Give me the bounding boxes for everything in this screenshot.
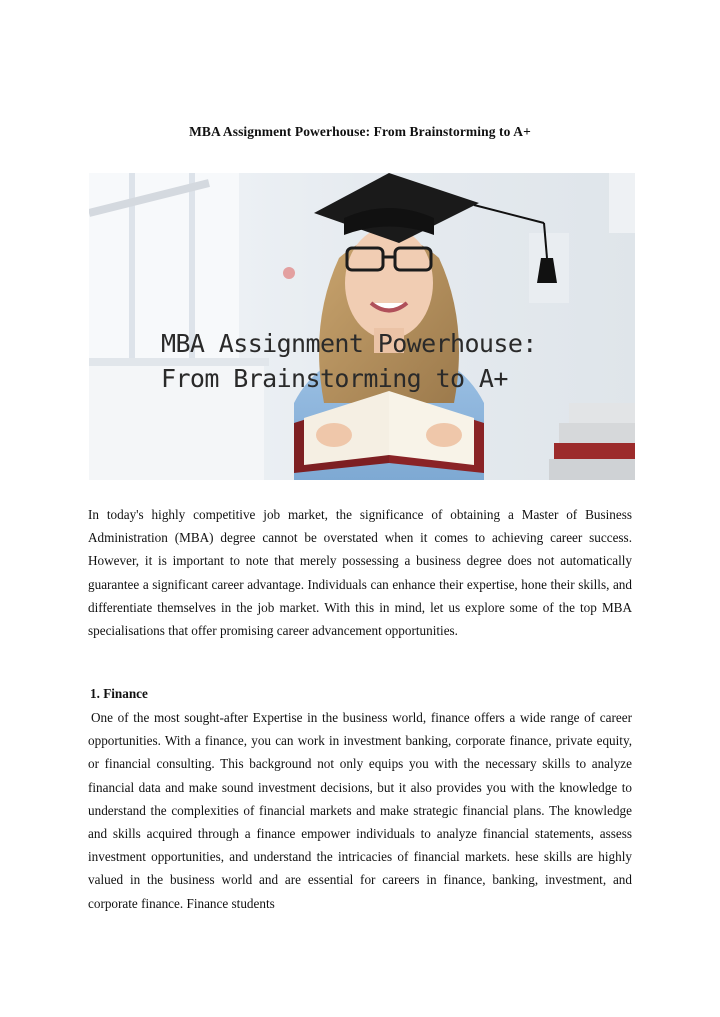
hero-image: [89, 173, 635, 480]
hero-caption-line-1: MBA Assignment Powerhouse:: [161, 329, 537, 358]
section-heading-finance: 1. Finance: [90, 686, 148, 701]
hero-caption-line-2: From Brainstorming to A+: [161, 364, 508, 393]
intro-paragraph: In today's highly competitive job market, the significance of obtaining a Master of Business Administration (MBA) degree cannot be overstated when it comes to achieving career success. However, it is important to note that merely possessing a business degree does not automatically guarantee a significant career advantage. Individuals can enhance their expertise, hone their skills, and differentiate themselves in the job market. With this in mind, let us explore some of the top MBA specialisations that offer promising career advancement opportunities.: [88, 507, 632, 639]
section-body-finance: One of the most sought-after Expertise in the business world, finance offers a wide range of career opportunities. With a finance, you can work in investment banking, corporate finance, private equity, or financial consulting. This background not only equips you with the necessary skills to analyze financial data and make sound investment decisions, but it also provides you with the knowledge to understand the complexities of financial markets and make strategic financial plans. The knowledge and skills acquired through a finance empower individuals to analyze financial statements, assess investment opportunities, and understand the intricacies of financial markets. hese skills are highly valued in the business world and are essential for careers in finance, banking, investment, and corporate finance. Finance students: [88, 710, 632, 911]
document-title: MBA Assignment Powerhouse: From Brainstorming to A+: [189, 124, 531, 139]
hero-caption: [161, 326, 631, 396]
